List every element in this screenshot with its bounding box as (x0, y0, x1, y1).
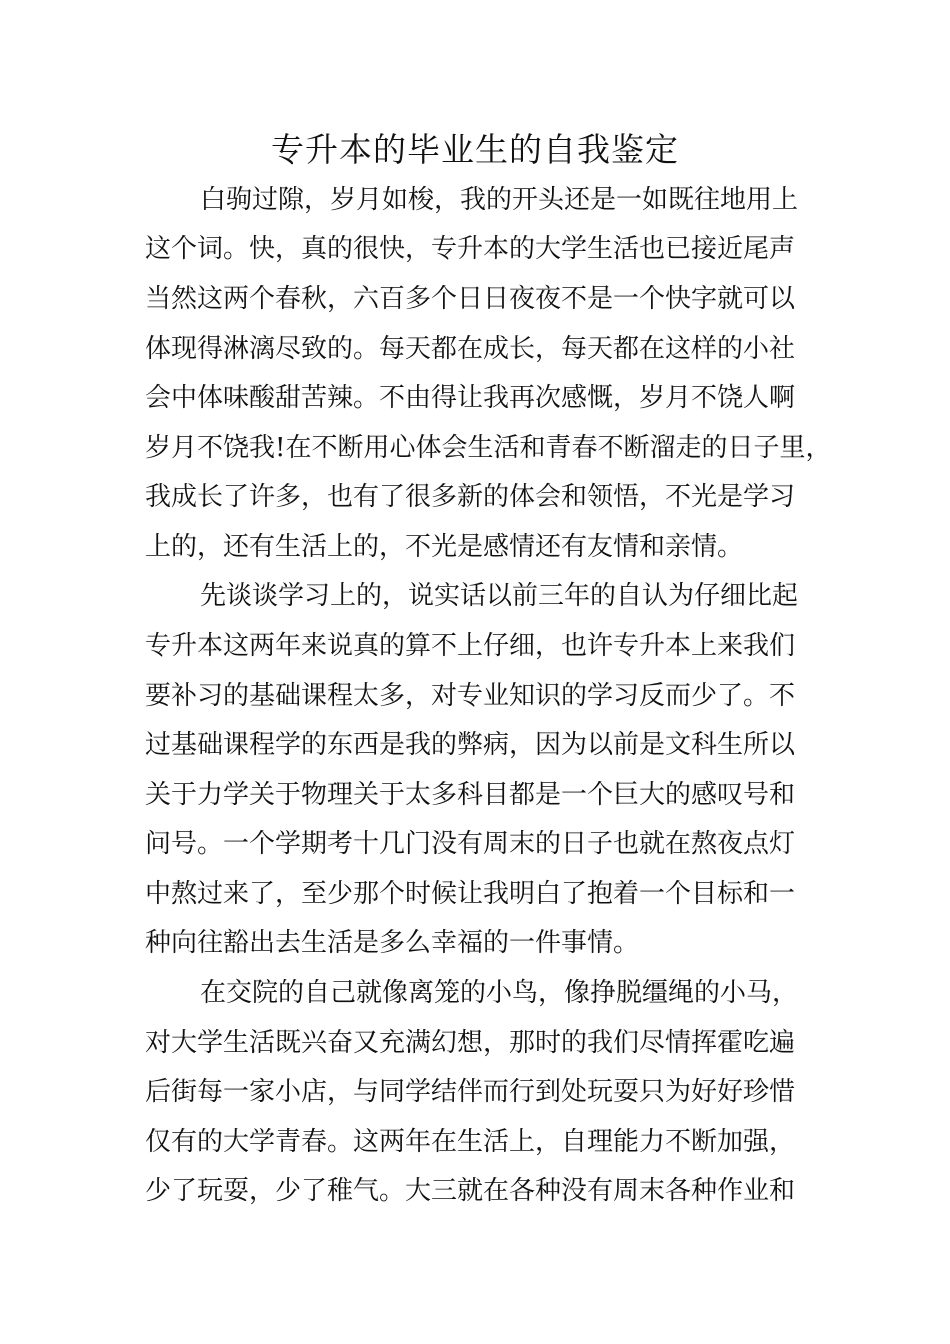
paragraph-line: 对大学生活既兴奋又充满幻想，那时的我们尽情挥霍吃遍 (145, 1028, 796, 1058)
paragraph-line: 当然这两个春秋，六百多个日日夜夜不是一个快字就可以 (145, 284, 796, 314)
paragraph-line: 少了玩耍，少了稚气。大三就在各种没有周末各种作业和 (145, 1176, 796, 1206)
paragraph-line: 白驹过隙，岁月如梭，我的开头还是一如既往地用上 (200, 185, 799, 215)
paragraph-line: 先谈谈学习上的，说实话以前三年的自认为仔细比起 (200, 581, 799, 611)
paragraph-line: 我成长了许多，也有了很多新的体会和领悟，不光是学习 (145, 482, 796, 512)
paragraph-line: 岁月不饶我!在不断用心体会生活和青春不断溜走的日子里， (145, 433, 832, 463)
paragraph-line: 体现得淋漓尽致的。每天都在成长，每天都在这样的小社 (145, 334, 796, 364)
paragraph-line: 中熬过来了，至少那个时候让我明白了抱着一个目标和一 (145, 879, 796, 909)
paragraph-line: 在交院的自己就像离笼的小鸟，像挣脱缰绳的小马， (200, 978, 799, 1008)
paragraph-line: 会中体味酸甜苦辣。不由得让我再次感慨，岁月不饶人啊 (145, 383, 796, 413)
paragraph-line: 要补习的基础课程太多，对专业知识的学习反而少了。不 (145, 681, 796, 711)
document-title: 专升本的毕业生的自我鉴定 (271, 130, 679, 169)
paragraph-line: 专升本这两年来说真的算不上仔细，也许专升本上来我们 (145, 631, 796, 661)
paragraph-line: 后街每一家小店，与同学结伴而行到处玩耍只为好好珍惜 (145, 1077, 796, 1107)
paragraph-line: 种向往豁出去生活是多么幸福的一件事情。 (145, 928, 640, 958)
paragraph-line: 问号。一个学期考十几门没有周末的日子也就在熬夜点灯 (145, 829, 796, 859)
paragraph-line: 过基础课程学的东西是我的弊病，因为以前是文科生所以 (145, 730, 796, 760)
paragraph-line: 仅有的大学青春。这两年在生活上，自理能力不断加强， (145, 1127, 796, 1157)
paragraph-line: 关于力学关于物理关于太多科目都是一个巨大的感叹号和 (145, 780, 796, 810)
paragraph-line: 这个词。快，真的很快，专升本的大学生活也已接近尾声 (145, 234, 796, 264)
paragraph-line: 上的，还有生活上的，不光是感情还有友情和亲情。 (145, 532, 744, 562)
